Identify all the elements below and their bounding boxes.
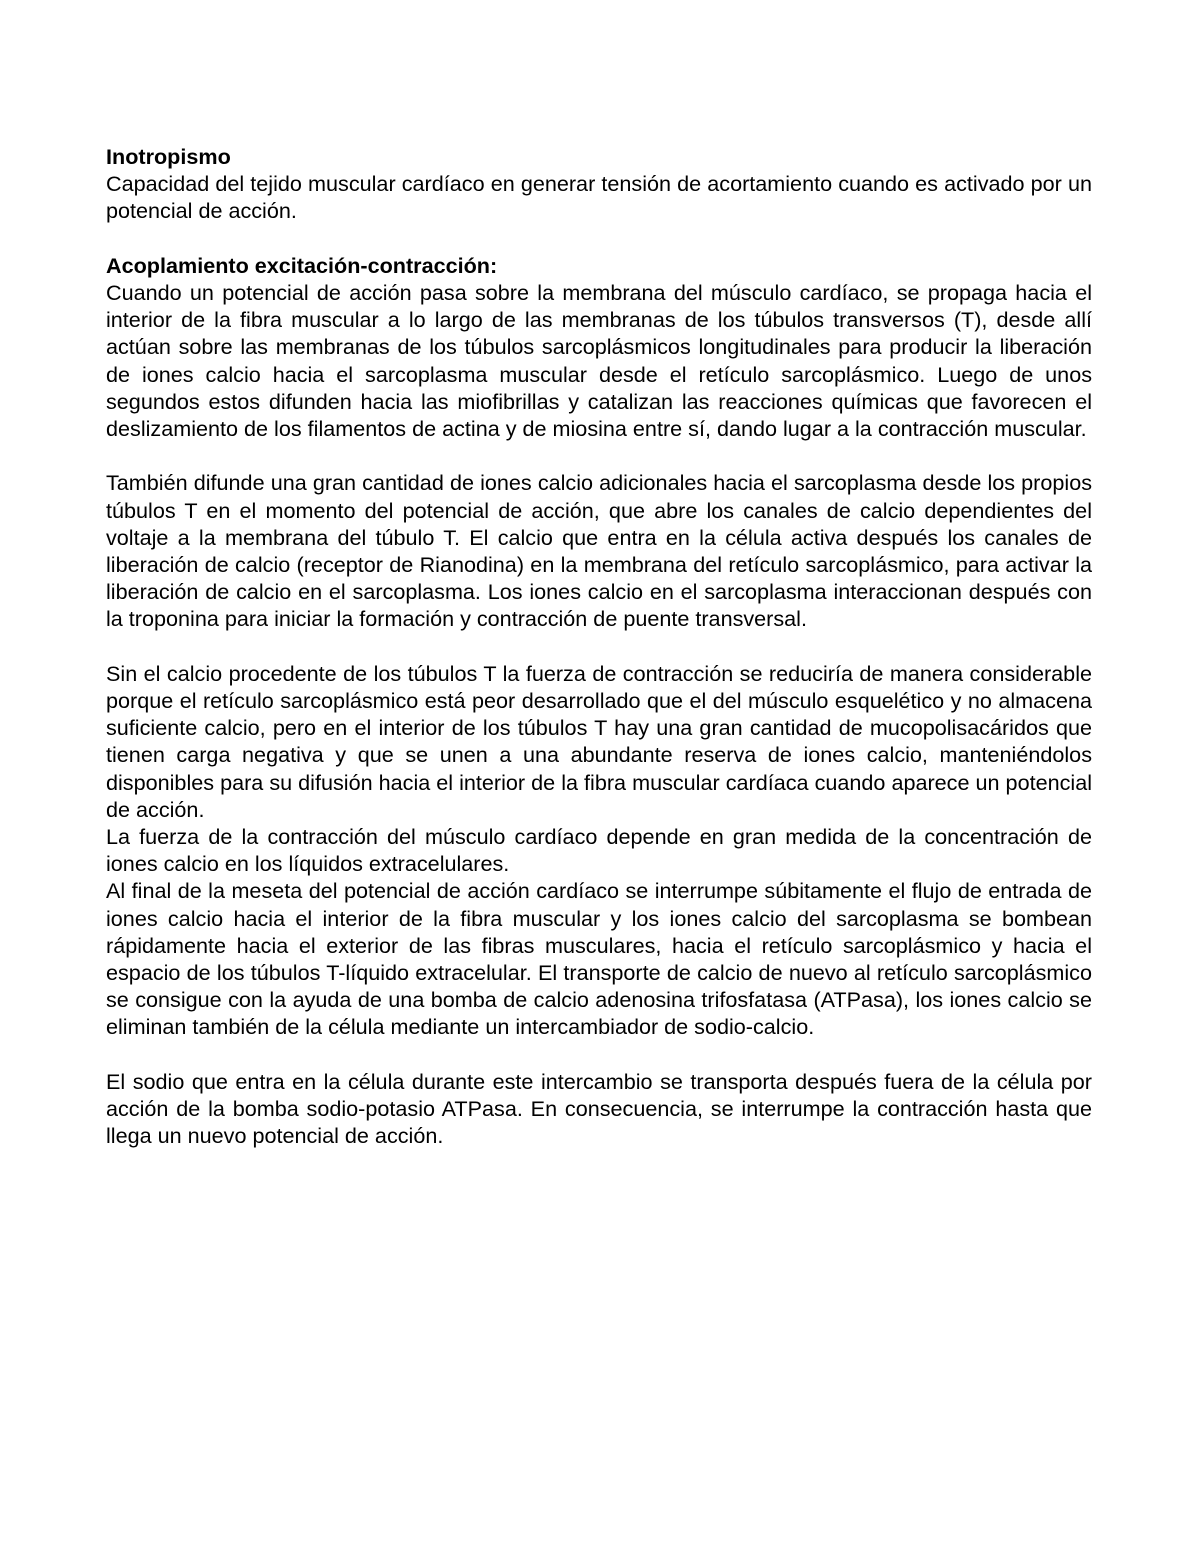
paragraph-gap bbox=[106, 633, 1092, 660]
document-page bbox=[106, 143, 1092, 1149]
paragraph-acoplamiento-2: También difunde una gran cantidad de iones calcio adicionales hacia el sarcoplasma desde los propios túbulos T en el momento del potencial de acción, que abre los canales de calcio dependientes del voltaje a la membrana del túbulo T. El calcio que entra en la célula activa después los canales de liberación de calcio (receptor de Rianodina) en la membrana del retículo sarcoplásmico, para activar la liberación de calcio en el sarcoplasma. Los iones calcio en el sarcoplasma interaccionan después con la troponina para iniciar la formación y contracción de puente transversal. bbox=[106, 470, 1092, 632]
heading-inotropismo: Inotropismo bbox=[106, 144, 231, 169]
paragraph-acoplamiento-5: Al final de la meseta del potencial de acción cardíaco se interrumpe súbitamente el flujo de entrada de iones calcio hacia el interior de la fibra muscular y los iones calcio del sarcoplasma se bombean rápidamente hacia el exterior de las fibras musculares, hacia el retículo sarcoplásmico y hacia el espacio de los túbulos T-líquido extracelular. El transporte de calcio de nuevo al retículo sarcoplásmico se consigue con la ayuda de una bomba de calcio adenosina trifosfatasa (ATPasa), los iones calcio se eliminan también de la célula mediante un intercambiador de sodio-calcio. bbox=[106, 878, 1092, 1040]
heading-acoplamiento: Acoplamiento excitación-contracción: bbox=[106, 252, 498, 278]
paragraph-inotropismo-definition: Capacidad del tejido muscular cardíaco en generar tensión de acortamiento cuando es activado por un potencial de acción. bbox=[106, 171, 1092, 224]
paragraph-acoplamiento-6: El sodio que entra en la célula durante este intercambio se transporta después fuera de la célula por acción de la bomba sodio-potasio ATPasa. En consecuencia, se interrumpe la contracción hasta que llega un nuevo potencial de acción. bbox=[106, 1068, 1092, 1149]
paragraph-acoplamiento-4: La fuerza de la contracción del músculo cardíaco depende en gran medida de la concentración de iones calcio en los líquidos extracelulares. bbox=[106, 824, 1092, 877]
paragraph-acoplamiento-3: Sin el calcio procedente de los túbulos T la fuerza de contracción se reduciría de manera considerable porque el retículo sarcoplásmico está peor desarrollado que el del músculo esquelético y no almacena suficiente calcio, pero en el interior de los túbulos T hay una gran cantidad de mucopolisacáridos que tienen carga negativa y que se unen a una abundante reserva de iones calcio, manteniéndolos disponibles para su difusión hacia el interior de la fibra muscular cardíaca cuando aparece un potencial de acción. bbox=[106, 660, 1092, 822]
paragraph-gap bbox=[106, 1041, 1092, 1068]
paragraph-acoplamiento-1: Cuando un potencial de acción pasa sobre la membrana del músculo cardíaco, se propaga hacia el interior de la fibra muscular a lo largo de las membranas de los túbulos transversos (T), desde allí actúan sobre las membranas de los túbulos sarcoplásmicos longitudinales para producir la liberación de iones calcio hacia el sarcoplasma muscular desde el retículo sarcoplásmico. Luego de unos segundos estos difunden hacia las miofibrillas y catalizan las reacciones químicas que favorecen el deslizamiento de los filamentos de actina y de miosina entre sí, dando lugar a la contracción muscular. bbox=[106, 280, 1092, 442]
paragraph-gap bbox=[106, 442, 1092, 469]
paragraph-gap bbox=[106, 225, 1092, 252]
